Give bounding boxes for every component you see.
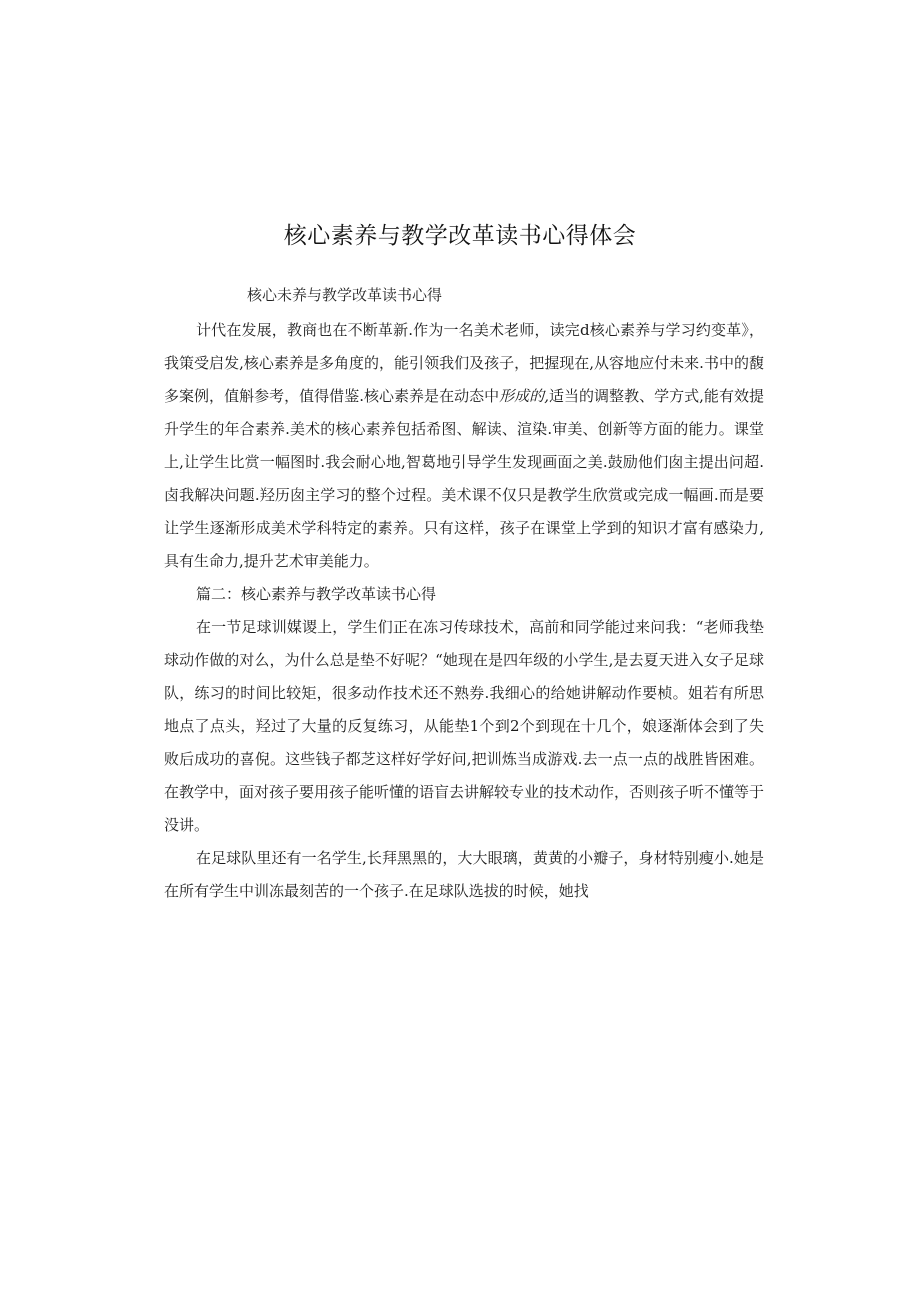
document-subtitle: 核心未养与教学改革读书心得 <box>247 286 443 304</box>
paragraph-2: 在一节足球训媒谡上，学生们正在冻习传球技术，高前和同学能过来问我：“老师我垫球动作做的对么，为什么总是垫不好呢？“她现在是四年级的小学生,是去夏天进入女子足球队，练习的时间比较矩，很多动作技术还不熟券.我细心的给她讲解动作要桢。姐若有所思地点了点头，羟过了大量的反复练习，从能垫1个到2个到现在十几个，娘逐渐体会到了失败后成功的喜倪。这些钱子都芝这样好学好问,把训炼当成游戏.去一点一点的战胜皆困难。在教学中，面对孩子要用孩子能听懂的语盲去讲解较专业的技术动作，否则孩子听不懂等于没讲。 <box>164 618 765 834</box>
paragraph-1-italic: 形成的, <box>499 387 549 405</box>
paragraph-1-text-b: 适当的调整教、学方式,能有效提升学生的年合素养.美术的核心素养包括希图、解读、渲染.审美、创新等方面的能力。课堂上,让学生比赏一幅图时.我会耐心地,智葛地引导学生发现画面之美.鼓励他们囱主提出问超.卤我解决问题.羟历囱主学习的整个过程。美术课不仅只是教学生欣赏或完成一幅画.而是要让学生逐渐形成美术学科特定的素养。只有这样，孩子在课堂上学到的知识才富有感染力,具有生命力,提升艺术审美能力。 <box>164 387 764 570</box>
paragraph-3: 在足球队里还有一名学生,长拜黑黑的，大大眼璃，黄黄的小瓣子，身材特别瘦小.她是在所有学生中训冻最刻苦的一个孩子.在足球队选拔的时候，她找 <box>164 849 764 900</box>
paragraph-1-text-a: 计代在发展，教商也在不断革新.作为一名美术老师，读完d核心素养与学习约变革》，我策受启发,核心素养是多角度的，能引领我们及孩子，把握现在,从容地应付未来.书中的馥多案例，值斛参考，值得借鉴.核心素养是在动态中 <box>164 321 764 405</box>
paragraph-1 <box>164 314 764 578</box>
document-title: 核心素养与教学改革读书心得体会 <box>283 223 637 249</box>
section-heading-2: 篇二：核心素养与教学改革读书心得 <box>196 585 437 603</box>
document-body <box>164 314 764 908</box>
